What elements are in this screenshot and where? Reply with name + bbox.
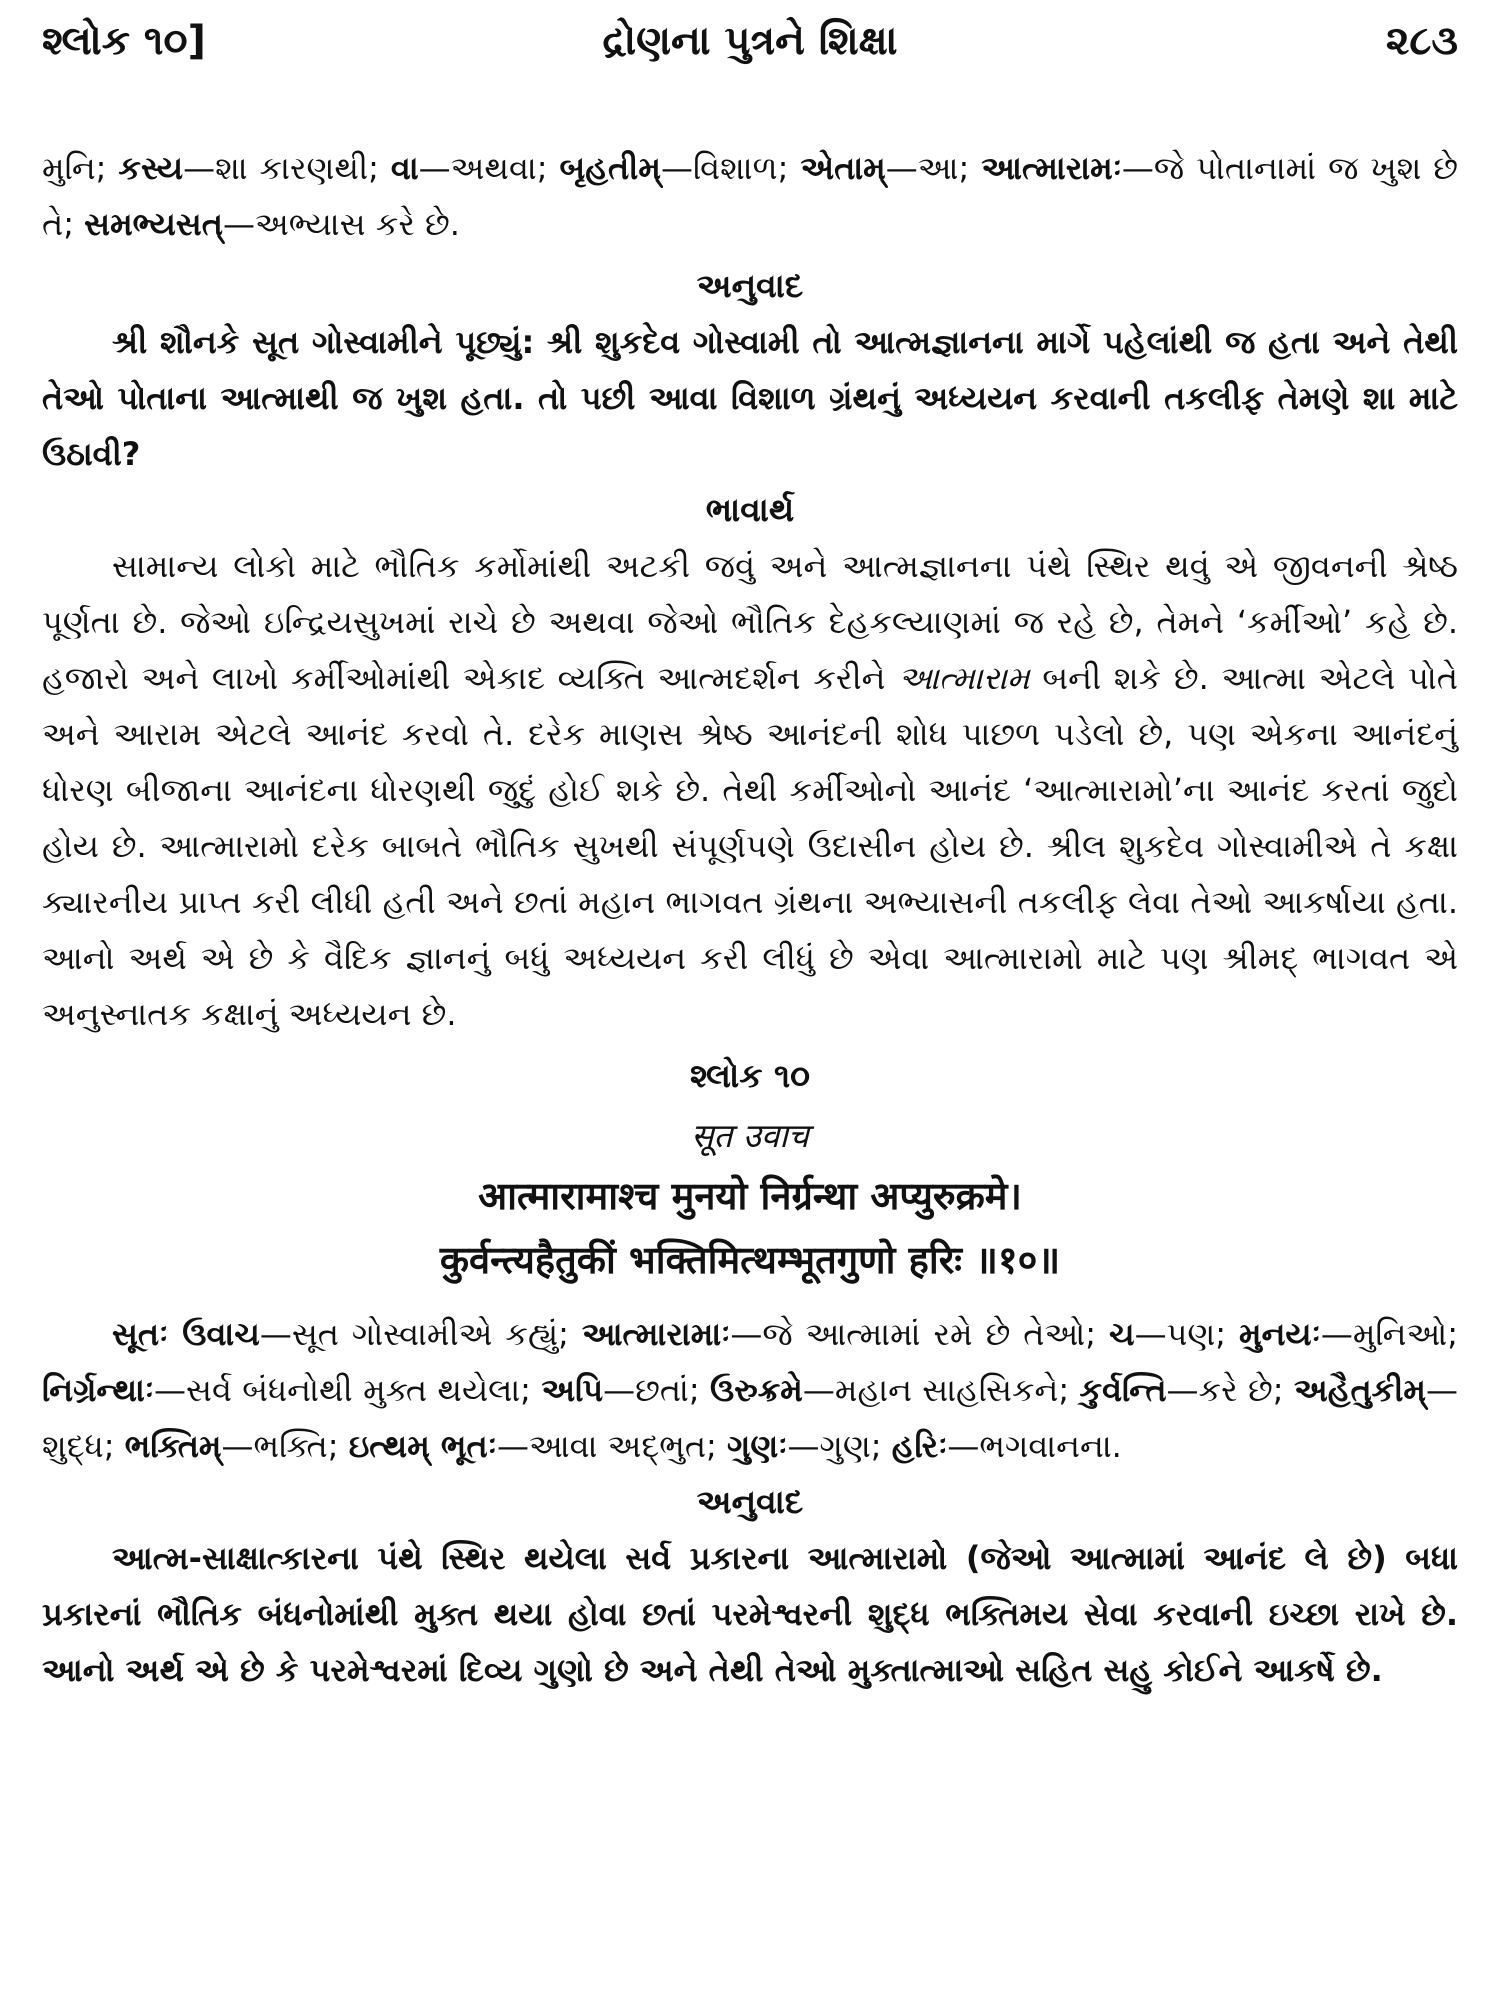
synonym-verse-meaning: —કરે છે;: [1166, 1371, 1294, 1409]
synonym-verse-meaning: —સર્વ બંધનોથી મુક્ત થયેલા;: [154, 1371, 542, 1409]
synonym-verse-meaning: —છતાં;: [603, 1371, 711, 1409]
synonym-verse-meaning: —ગુણ;: [787, 1427, 892, 1465]
synonym-top-meaning: —અભ્યાસ કરે છે.: [222, 205, 460, 243]
verse-line-2: कुर्वन्त्यहैतुकीं भक्तिमित्थम्भूतगुणो हरिः ॥१०॥: [439, 1237, 1061, 1282]
synonyms-verse: [42, 1306, 1458, 1474]
running-header: [42, 18, 1458, 88]
synonym-verse-term: આત્મારામાઃ: [581, 1315, 731, 1353]
synonym-verse-term: ચ: [1108, 1315, 1135, 1353]
purport-italic-term: આત્મારામ: [898, 659, 1030, 697]
translation-heading-2: અનુવાદ: [696, 1482, 804, 1521]
synonym-verse-meaning: —શુદ્ધ;: [42, 1371, 1459, 1465]
translation-text-2: આત્મ-સાક્ષાત્કારના પંથે સ્થિર થયેલા સર્વ પ્રકારના આત્મારામો (જેઓ આત્મામાં આનંદ લે છે) બધા પ્રકારનાં ભૌતિક બંધનોમાંથી મુક્ત થયા હોવા છતાં પરમેશ્વરની શુદ્ધ ભક્તિમય સેવા કરવાની ઇચ્છા રાખે છે. આનો અર્થ એ છે કે પરમેશ્વરમાં દિવ્ય ગુણો છે અને તેથી તેઓ મુક્તાત્માઓ સહિત સહુ કોઈને આકર્ષે છે.: [42, 1539, 1458, 1689]
synonym-verse-meaning: —જે આત્મામાં રમે છે તેઓ;: [730, 1315, 1109, 1353]
header-verse-ref: શ્લોક ૧૦]: [42, 18, 206, 64]
verse-speaker: सूत उवाच: [691, 1116, 809, 1155]
synonym-verse-meaning: —મહાન સાહસિકને;: [802, 1371, 1080, 1409]
synonym-top-meaning: —વિશાળ;: [660, 149, 801, 187]
synonym-top-term: આત્મારામઃ: [981, 149, 1122, 187]
synonym-verse-term: ગુણઃ: [727, 1427, 788, 1465]
synonym-top-term: સમભ્યસત્: [84, 205, 223, 243]
synonym-top-term: કસ્ય: [118, 149, 184, 187]
synonym-top-term: એતામ્: [800, 149, 886, 187]
synonym-top-meaning: મુનિ;: [42, 149, 119, 187]
purport-part-1: સામાન્ય લોકો માટે ભૌતિક કર્મોમાંથી અટકી જવું અને આત્મજ્ઞાનના પંથે સ્થિર થવું એ જીવનની શ્રેષ્ઠ પૂર્ણતા છે. જેઓ ઇન્દ્રિયસુખમાં રાચે છે અથવા જેઓ ભૌતિક દેહકલ્યાણમાં જ રહે છે, તેમને ‘કર્મીઓ’ કહે છે. હજારો અને લાખો કર્મીઓમાંથી એકાદ વ્યક્તિ આત્મદર્શન કરીને: [42, 547, 1458, 697]
synonym-verse-term: ભક્તિમ્: [124, 1427, 222, 1465]
synonym-verse-term: કુર્વન્તિ: [1079, 1371, 1167, 1409]
purport-text: [42, 538, 1458, 1042]
synonym-verse-meaning: —આવા અદ્ભુત;: [496, 1427, 728, 1465]
synonym-verse-meaning: —પણ;: [1134, 1315, 1239, 1353]
synonym-verse-meaning: —મુનિઓ;: [1320, 1315, 1458, 1353]
verse-heading: શ્લોક ૧૦: [689, 1056, 811, 1095]
synonym-verse-meaning: —ભક્તિ;: [221, 1427, 349, 1465]
synonym-verse-term: અપિ: [541, 1371, 604, 1409]
chapter-title: દ્રોણના પુત્રને શિક્ષા: [602, 18, 898, 64]
synonyms-top: [42, 140, 1458, 252]
synonym-verse-term: સૂતઃ ઉવાચ: [112, 1315, 260, 1353]
translation-heading: અનુવાદ: [696, 266, 804, 305]
synonym-top-term: વા: [390, 149, 419, 187]
synonym-verse-term: હરિઃ: [891, 1427, 948, 1465]
purport-heading: ભાવાર્થ: [705, 490, 795, 529]
synonym-top-meaning: —આ;: [885, 149, 982, 187]
synonym-verse-term: ઇત્થમ્ ભૂતઃ: [348, 1427, 497, 1465]
page-body: [42, 140, 1458, 1698]
synonym-top-meaning: —શા કારણથી;: [183, 149, 391, 187]
purport-part-2: બની શકે છે. આત્મા એટલે પોતે અને આરામ એટલે આનંદ કરવો તે. દરેક માણસ શ્રેષ્ઠ આનંદની શોધ પાછળ પડેલો છે, પણ એકના આનંદનું ધોરણ બીજાના આનંદના ધોરણથી જુદું હોઈ શકે છે. તેથી કર્મીઓનો આનંદ ‘આત્મારામો’ના આનંદ કરતાં જુદો હોય છે. આત્મારામો દરેક બાબતે ભૌતિક સુખથી સંપૂર્ણપણે ઉદાસીન હોય છે. શ્રીલ શુકદેવ ગોસ્વામીએ તે કક્ષા ક્યારનીય પ્રાપ્ત કરી લીધી હતી અને છતાં મહાન ભાગવત ગ્રંથના અભ્યાસની તકલીફ લેવા તેઓ આકર્ષાયા હતા. આનો અર્થ એ છે કે વૈદિક જ્ઞાનનું બધું અધ્યયન કરી લીધું છે એવા આત્મારામો માટે પણ શ્રીમદ્ ભાગવત એ અનુસ્નાતક કક્ષાનું અધ્યયન છે.: [42, 659, 1458, 1033]
synonym-verse-term: અહૈતુકીમ્: [1293, 1371, 1427, 1409]
synonym-verse-term: ઉરુક્રમે: [710, 1371, 803, 1409]
synonym-verse-term: મુનયઃ: [1239, 1315, 1321, 1353]
synonym-top-meaning: —જે પોતાનામાં જ ખુશ છે તે;: [42, 149, 1459, 243]
synonym-verse-term: નિર્ગ્રન્થાઃ: [42, 1371, 155, 1409]
translation-text: શ્રી શૌનકે સૂત ગોસ્વામીને પૂછ્યું: શ્રી શુકદેવ ગોસ્વામી તો આત્મજ્ઞાનના માર્ગે પહેલાંથી જ હતા અને તેથી તેઓ પોતાના આત્માથી જ ખુશ હતા. તો પછી આવા વિશાળ ગ્રંથનું અધ્યયન કરવાની તકલીફ તેમણે શા માટે ઉઠાવી?: [42, 323, 1458, 473]
synonym-top-meaning: —અથવા;: [418, 149, 560, 187]
synonym-verse-meaning: —ભગવાનના.: [947, 1427, 1122, 1465]
synonym-top-term: બૃહતીમ્: [559, 149, 661, 187]
synonym-verse-meaning: —સૂત ગોસ્વામીએ કહ્યું;: [259, 1315, 582, 1353]
verse-line-1: आत्मारामाश्च मुनयो निर्ग्रन्था अप्युरुक्रमे।: [478, 1173, 1022, 1218]
page-number: ૨૮૩: [1385, 18, 1458, 64]
